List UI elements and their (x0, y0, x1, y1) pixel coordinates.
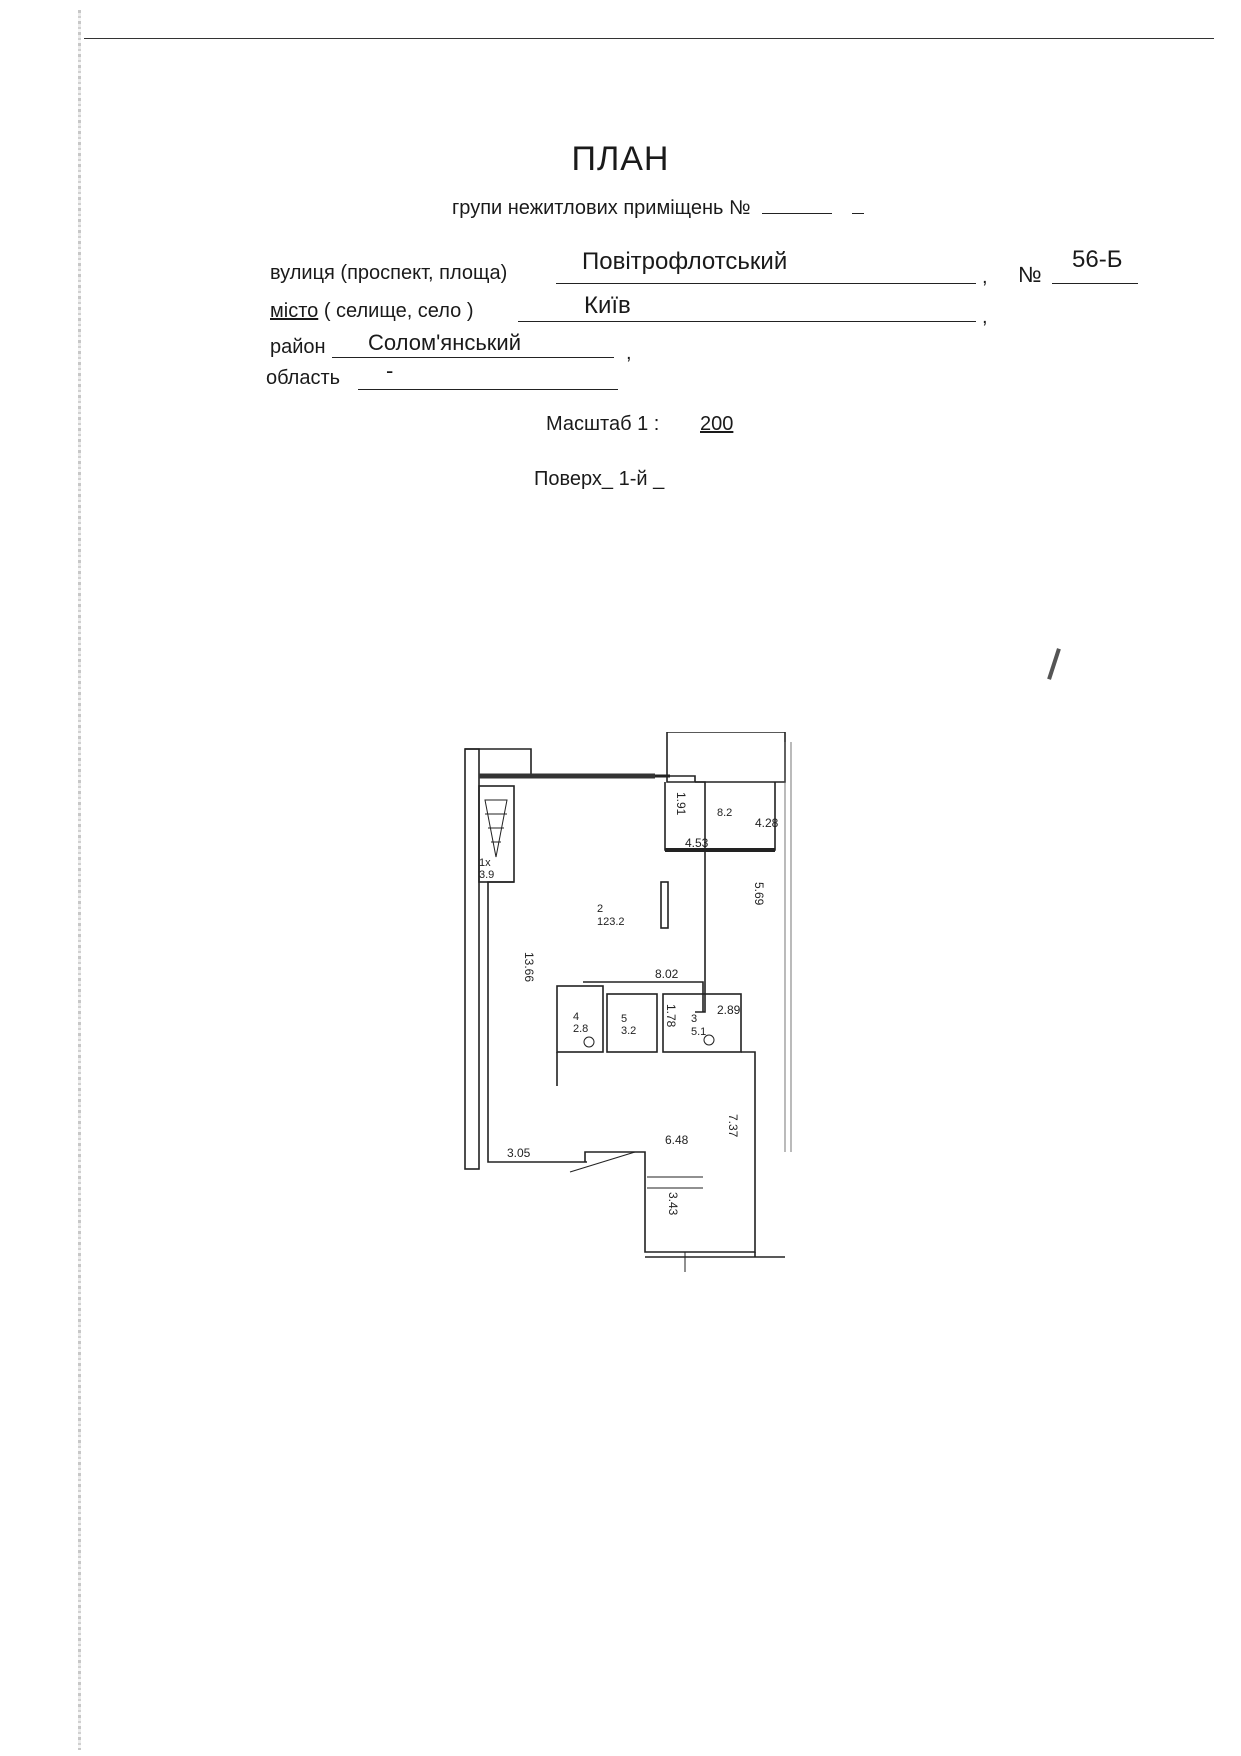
dim-7-37: 7.37 (726, 1114, 740, 1138)
city-label (270, 300, 474, 323)
city-label-underlined: місто (270, 300, 319, 322)
region-label: область (266, 367, 341, 389)
room-2-no: 2 (597, 903, 604, 915)
room-6-area: 8.2 (717, 807, 733, 819)
dim-5-69: 5.69 (752, 882, 766, 906)
number-underline (1052, 283, 1138, 284)
subtitle-text: групи нежитлових приміщень № (452, 197, 751, 219)
room-4-area: 2.8 (573, 1023, 589, 1035)
wall-west (465, 749, 479, 1169)
street-underline (556, 283, 976, 284)
dim-2-89: 2.89 (717, 1003, 741, 1017)
dim-3-43: 3.43 (666, 1192, 680, 1216)
region-value: - (386, 358, 394, 383)
street-label: вулиця (проспект, площа) (270, 262, 508, 284)
district-underline (332, 357, 614, 358)
top-border-line (84, 38, 1214, 39)
scale-label: Масштаб 1 : (546, 413, 660, 435)
subtitle (452, 197, 864, 220)
floor-trail: _ (653, 468, 665, 490)
room-4-no: 4 (573, 1011, 580, 1023)
room-5 (607, 994, 657, 1052)
room-1-area: 3.9 (479, 869, 495, 881)
dim-8-02: 8.02 (655, 967, 679, 981)
district-label: район (270, 336, 326, 358)
city-underline (518, 321, 976, 322)
scale-value: 200 (700, 413, 734, 435)
room-3-no: 3 (691, 1013, 698, 1025)
room-1-no: 1х (479, 857, 491, 869)
dim-3-05: 3.05 (507, 1146, 531, 1160)
number-label: № (1018, 262, 1042, 287)
wall-east (695, 782, 705, 1012)
pen-mark (1047, 648, 1061, 680)
room-lower (557, 1052, 755, 1252)
bay-north (667, 732, 785, 782)
number-value: 56-Б (1072, 246, 1123, 273)
district-value: Солом'янський (368, 330, 522, 355)
room-5-area: 3.2 (621, 1025, 637, 1037)
dim-13-66: 13.66 (522, 952, 536, 983)
room-2-area: 123.2 (597, 916, 625, 928)
room-5-no: 5 (621, 1013, 628, 1025)
region-underline (358, 389, 618, 390)
street-value: Повітрофлотський (582, 248, 788, 275)
floor-label-text: Поверх_ (534, 468, 614, 490)
dim-6-48: 6.48 (665, 1133, 689, 1147)
dim-1-78: 1.78 (664, 1004, 678, 1028)
city-value: Київ (584, 292, 631, 319)
page-title: ПЛАН (571, 140, 670, 178)
dim-1-91: 1.91 (674, 792, 688, 816)
city-label-rest: ( селище, село ) (318, 300, 474, 322)
dim-4-28: 4.28 (755, 816, 779, 830)
floor-plan (455, 732, 795, 1292)
scan-edge (78, 10, 81, 1750)
room-4 (557, 986, 603, 1052)
floor-label (534, 468, 664, 491)
room-3-area: 5.1 (691, 1026, 707, 1038)
dim-4-53: 4.53 (685, 836, 709, 850)
floor-value: 1-й (618, 468, 648, 490)
